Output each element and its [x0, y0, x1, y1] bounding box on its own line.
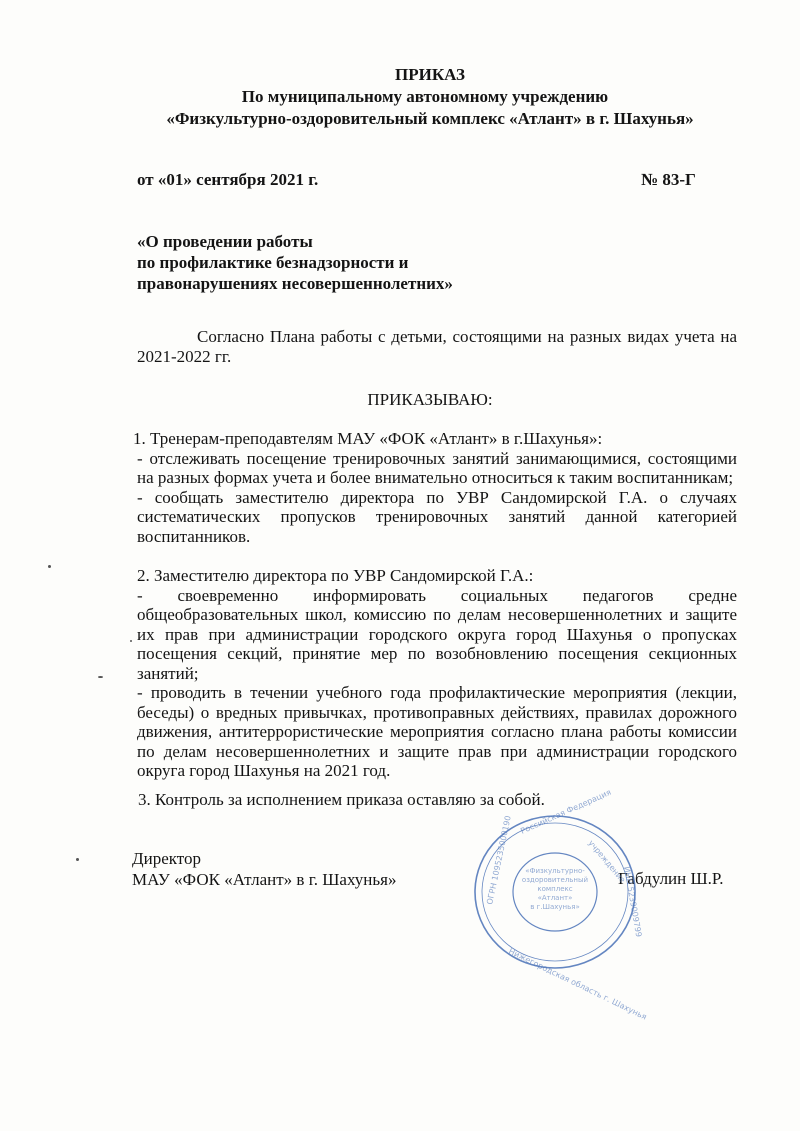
document-title: ПРИКАЗ — [395, 65, 465, 84]
subject-line-2: по профилактике безнадзорности и — [137, 253, 409, 272]
subject-line-3: правонарушениях несовершеннолетних» — [137, 274, 453, 293]
item-2-paragraph-1: - своевременно информировать социальных педагогов средне общеобразовательных школ, комиссию по делам несовершеннолетних и защите их прав при администрации городского округа город Шахунья о пропусках посещения секций, принятие мер по возобновлению посещения секционных занятий; — [137, 585, 737, 683]
scan-speck — [130, 640, 132, 642]
order-number: № 83-Г — [641, 170, 696, 189]
svg-text:оздоровительный: оздоровительный — [521, 876, 589, 884]
signatory-name: Габдулин Ш.Р. — [618, 869, 724, 888]
svg-text:ОГРН 1095235000190: ОГРН 1095235000190 — [485, 814, 513, 906]
decree-heading: ПРИКАЗЫВАЮ: — [367, 390, 493, 409]
svg-text:Нижегородская область г. Шахун: Нижегородская область г. Шахунья — [507, 946, 649, 1022]
signatory-title: Директор — [132, 849, 201, 868]
svg-text:Российская Федерация: Российская Федерация — [519, 787, 613, 836]
scan-speck — [76, 858, 79, 861]
svg-text:ИНН 5239009799: ИНН 5239009799 — [622, 865, 644, 938]
svg-text:«Атлант»: «Атлант» — [537, 894, 573, 902]
order-item-1 — [133, 429, 737, 546]
svg-text:«Физкультурно-: «Физкультурно- — [525, 867, 585, 875]
svg-text:учреждение: учреждение — [586, 838, 628, 885]
item-3-heading: 3. Контроль за исполнением приказа оставляю за собой. — [138, 790, 545, 809]
scan-speck — [48, 565, 51, 568]
order-date: от «01» сентября 2021 г. — [137, 170, 319, 189]
organization-line-1: По муниципальному автономному учреждению — [241, 87, 609, 106]
item-1-paragraph-2: - сообщать заместителю директора по УВР Сандомирской Г.А. о случаях систематических пропусков тренировочных занятий данной категорией воспитанников. — [137, 487, 737, 546]
item-1-paragraph-1: - отслеживать посещение тренировочных занятий занимающимися, состоящими на разных формах учета и более внимательно относиться к таким воспитанникам; — [137, 448, 737, 487]
item-1-heading: 1. Тренерам-преподавтелям МАУ «ФОК «Атлант» в г.Шахунья»: — [133, 429, 603, 448]
official-stamp-icon — [470, 787, 649, 1022]
item-2-heading: 2. Заместителю директора по УВР Сандомирской Г.А.: — [137, 566, 534, 585]
svg-text:комплекс: комплекс — [537, 885, 573, 893]
order-item-2 — [137, 566, 737, 781]
svg-text:в г.Шахунья»: в г.Шахунья» — [530, 903, 580, 911]
item-2-paragraph-2: - проводить в течении учебного года профилактические мероприятия (лекции, беседы) о вредных привычках, противоправных действиях, правилах дорожного движения, антитеррористические мероприятия согласно плана работы комиссии по делам несовершеннолетних и защите прав при администрации городского округа город Шахунья на 2021 год. — [137, 683, 737, 780]
document-header — [0, 64, 800, 130]
subject-line-1: «О проведении работы — [137, 232, 313, 251]
order-item-3 — [138, 790, 738, 810]
signatory-organization: МАУ «ФОК «Атлант» в г. Шахунья» — [132, 870, 397, 889]
scan-speck — [98, 676, 103, 678]
intro-paragraph: Согласно Плана работы с детьми, состоящими на разных видах учета на 2021-2022 гг. — [137, 327, 737, 366]
order-subject — [137, 231, 453, 294]
signatory-position — [132, 848, 396, 890]
organization-line-2: «Физкультурно-оздоровительный комплекс «Атлант» в г. Шахунья» — [166, 109, 694, 128]
